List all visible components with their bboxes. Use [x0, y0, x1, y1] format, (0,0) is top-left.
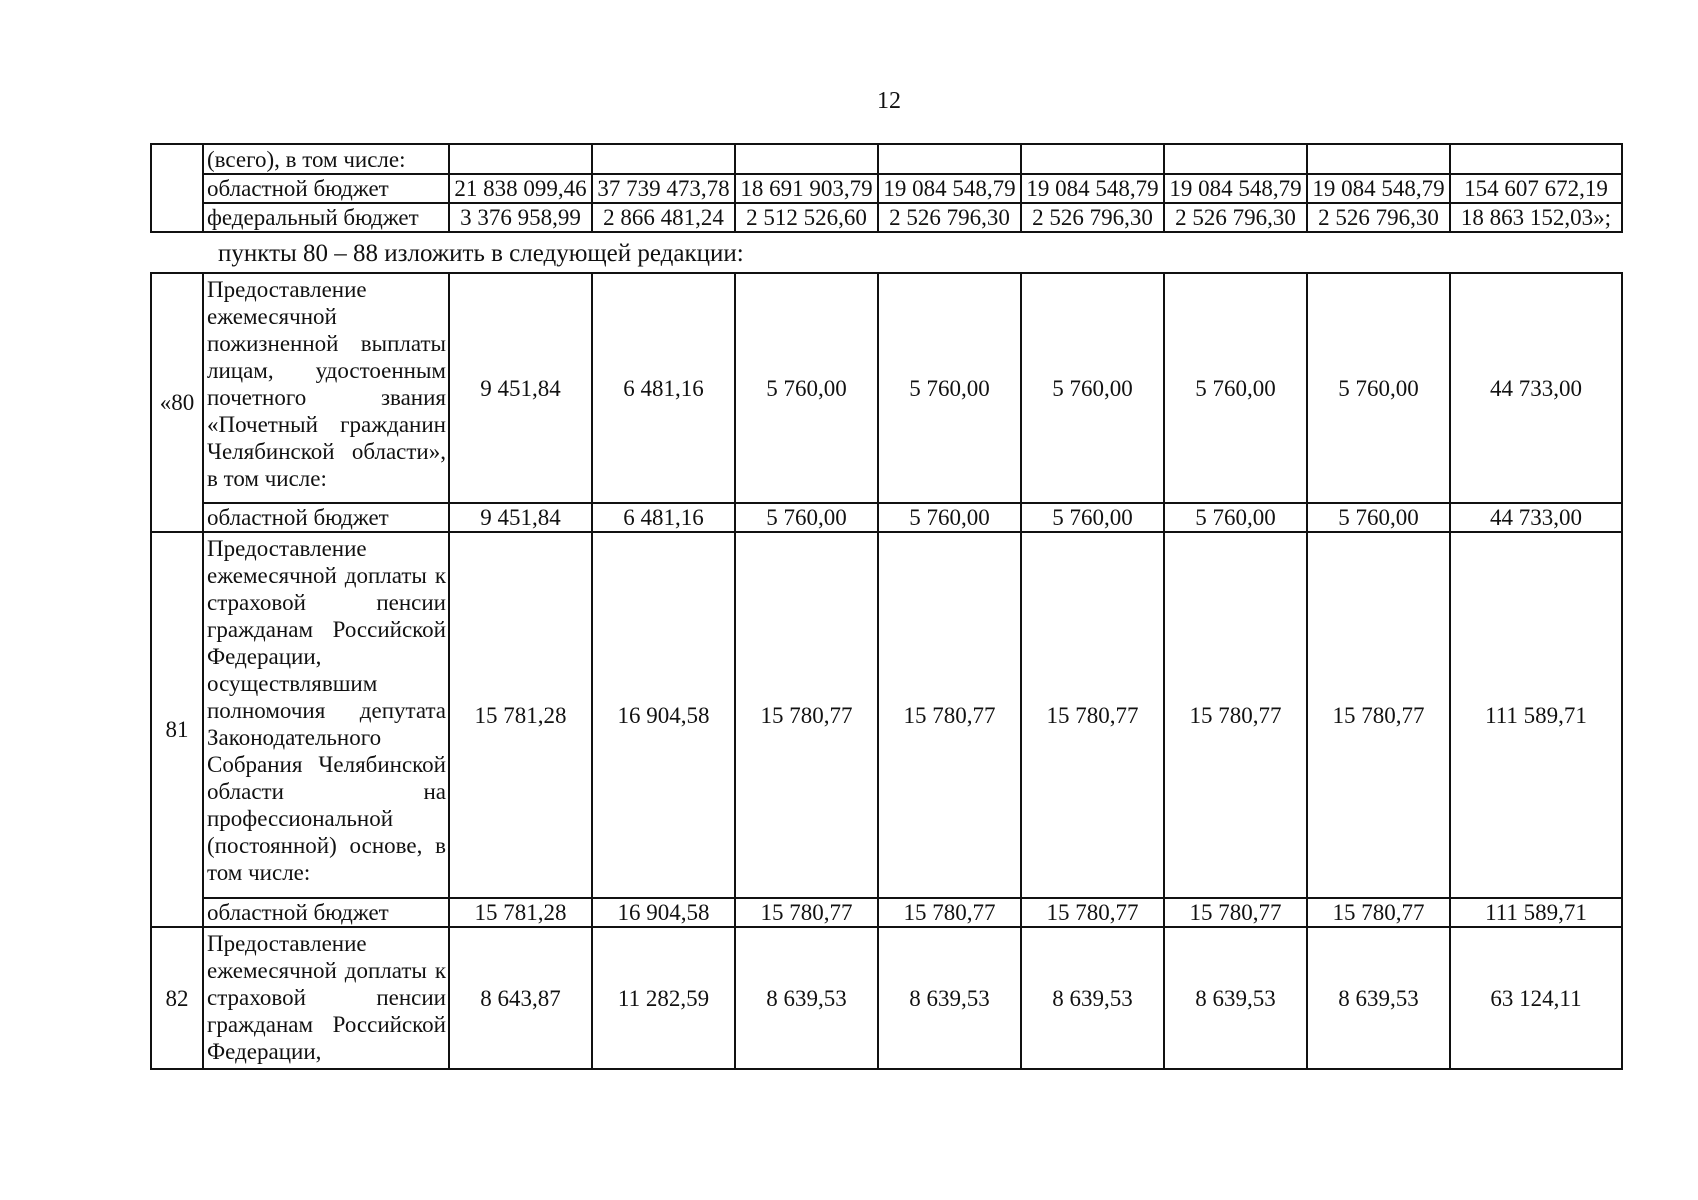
table-row	[151, 203, 1622, 232]
value-cell: 16 904,58	[592, 532, 735, 898]
value-cell: 2 526 796,30	[878, 203, 1021, 232]
value-cell: 8 639,53	[878, 927, 1021, 1069]
value-cell: 2 512 526,60	[735, 203, 878, 232]
item-title: Предоставление ежемесячной пожизненной выплаты лицам, удостоенным почетного звания «Почетный гражданин Челябинской области», в том числе:	[203, 273, 449, 503]
item-index: 81	[151, 532, 203, 927]
value-cell: 15 780,77	[1164, 532, 1307, 898]
value-cell: 19 084 548,79	[1021, 174, 1164, 203]
value-cell: 154 607 672,19	[1450, 174, 1622, 203]
value-cell: 5 760,00	[1307, 273, 1450, 503]
top-budget-table	[150, 143, 1623, 233]
value-cell: 15 780,77	[735, 532, 878, 898]
page-number: 12	[877, 88, 901, 114]
value-cell: 8 639,53	[735, 927, 878, 1069]
main-items-table	[150, 272, 1623, 1070]
value-cell	[449, 144, 592, 174]
value-cell: 15 780,77	[1307, 532, 1450, 898]
row-label: областной бюджет	[203, 174, 449, 203]
value-cell: 15 780,77	[878, 532, 1021, 898]
value-cell: 5 760,00	[1164, 273, 1307, 503]
value-cell: 15 780,77	[1021, 532, 1164, 898]
value-cell	[735, 144, 878, 174]
value-cell: 2 526 796,30	[1307, 203, 1450, 232]
value-cell: 63 124,11	[1450, 927, 1622, 1069]
sub-label: областной бюджет	[203, 503, 449, 532]
value-cell: 19 084 548,79	[1164, 174, 1307, 203]
value-cell: 15 780,77	[1021, 898, 1164, 927]
value-cell: 5 760,00	[1307, 503, 1450, 532]
value-cell: 19 084 548,79	[878, 174, 1021, 203]
value-cell: 18 863 152,03»;	[1450, 203, 1622, 232]
value-cell: 6 481,16	[592, 273, 735, 503]
item-title: Предоставление ежемесячной доплаты к страховой пенсии гражданам Российской Федерации,	[203, 927, 449, 1069]
row-label: (всего), в том числе:	[203, 144, 449, 174]
value-cell: 5 760,00	[735, 273, 878, 503]
table-row	[151, 503, 1622, 532]
value-cell: 44 733,00	[1450, 503, 1622, 532]
value-cell: 3 376 958,99	[449, 203, 592, 232]
index-cell-empty	[151, 144, 203, 232]
table-row	[151, 927, 1622, 1069]
row-label: федеральный бюджет	[203, 203, 449, 232]
value-cell: 5 760,00	[878, 503, 1021, 532]
value-cell: 5 760,00	[1021, 273, 1164, 503]
value-cell: 16 904,58	[592, 898, 735, 927]
table-row	[151, 144, 1622, 174]
value-cell: 8 643,87	[449, 927, 592, 1069]
value-cell: 5 760,00	[735, 503, 878, 532]
value-cell: 2 866 481,24	[592, 203, 735, 232]
value-cell: 111 589,71	[1450, 898, 1622, 927]
value-cell: 18 691 903,79	[735, 174, 878, 203]
value-cell: 2 526 796,30	[1021, 203, 1164, 232]
value-cell: 8 639,53	[1164, 927, 1307, 1069]
value-cell: 15 780,77	[735, 898, 878, 927]
value-cell: 8 639,53	[1021, 927, 1164, 1069]
table-row	[151, 532, 1622, 898]
value-cell	[592, 144, 735, 174]
value-cell: 44 733,00	[1450, 273, 1622, 503]
value-cell: 5 760,00	[1021, 503, 1164, 532]
value-cell: 15 780,77	[1307, 898, 1450, 927]
value-cell: 111 589,71	[1450, 532, 1622, 898]
value-cell: 37 739 473,78	[592, 174, 735, 203]
value-cell: 8 639,53	[1307, 927, 1450, 1069]
value-cell: 19 084 548,79	[1307, 174, 1450, 203]
value-cell: 21 838 099,46	[449, 174, 592, 203]
value-cell: 6 481,16	[592, 503, 735, 532]
item-index: 82	[151, 927, 203, 1069]
value-cell	[1450, 144, 1622, 174]
value-cell	[1021, 144, 1164, 174]
value-cell: 15 781,28	[449, 898, 592, 927]
value-cell: 5 760,00	[878, 273, 1021, 503]
value-cell: 9 451,84	[449, 503, 592, 532]
value-cell: 15 781,28	[449, 532, 592, 898]
table-row	[151, 174, 1622, 203]
value-cell: 15 780,77	[878, 898, 1021, 927]
item-title: Предоставление ежемесячной доплаты к страховой пенсии гражданам Российской Федерации, осуществлявшим полномочия депутата Законодательного Собрания Челябинской области на профессиональной (постоянной) основе, в том числе:	[203, 532, 449, 898]
table-row	[151, 898, 1622, 927]
value-cell: 15 780,77	[1164, 898, 1307, 927]
value-cell: 9 451,84	[449, 273, 592, 503]
value-cell	[1164, 144, 1307, 174]
value-cell: 2 526 796,30	[1164, 203, 1307, 232]
table-row	[151, 273, 1622, 503]
value-cell: 11 282,59	[592, 927, 735, 1069]
sub-label: областной бюджет	[203, 898, 449, 927]
amendment-text: пункты 80 – 88 изложить в следующей редакции:	[218, 240, 744, 267]
item-index: «80	[151, 273, 203, 532]
value-cell	[878, 144, 1021, 174]
value-cell	[1307, 144, 1450, 174]
value-cell: 5 760,00	[1164, 503, 1307, 532]
